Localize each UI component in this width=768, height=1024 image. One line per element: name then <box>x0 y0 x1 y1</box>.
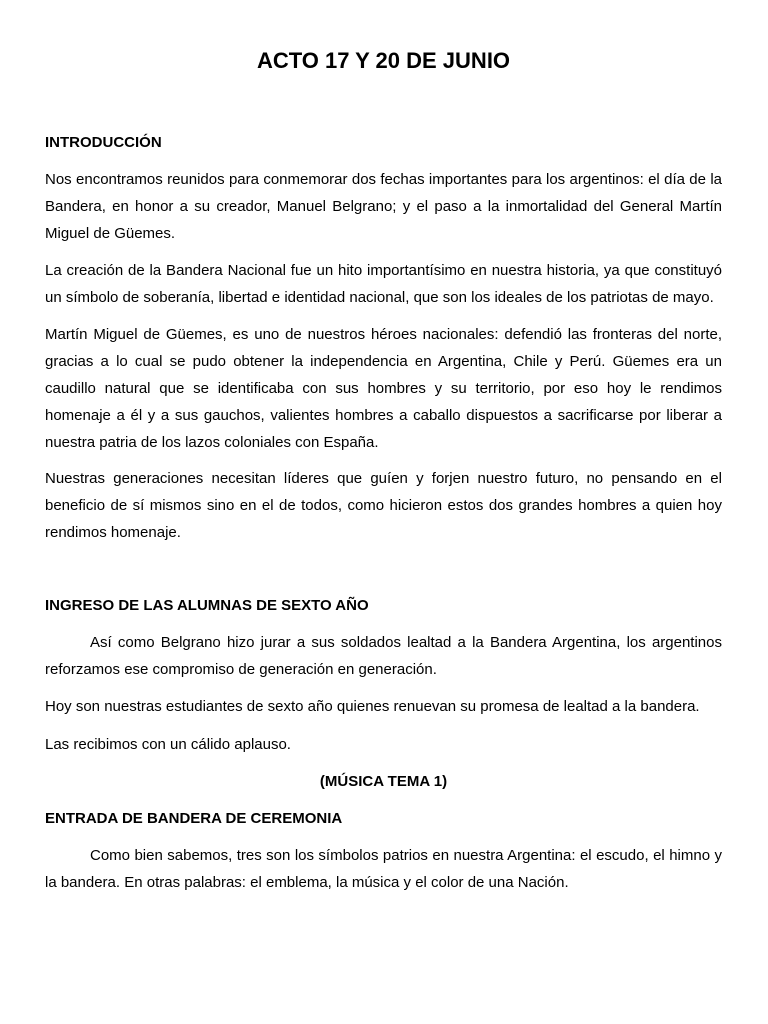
ingreso-paragraph-1: Así como Belgrano hizo jurar a sus soldados lealtad a la Bandera Argentina, los argentinos reforzamos ese compromiso de generación en generación. <box>45 634 722 678</box>
entrada-paragraph-1: Como bien sabemos, tres son los símbolos patrios en nuestra Argentina: el escudo, el himno y la bandera. En otras palabras: el emblema, la música y el color de una Nación. <box>45 847 722 891</box>
section-heading-entrada: ENTRADA DE BANDERA DE CEREMONIA <box>45 810 343 827</box>
intro-paragraph-3: Martín Miguel de Güemes, es uno de nuestros héroes nacionales: defendió las fronteras del norte, gracias a lo cual se pudo obtener la independencia en Argentina, Chile y Perú. Güemes era un caudillo natural que se identificaba con sus hombres y su territorio, por eso hoy le rendimos homenaje a él y a sus gauchos, valientes hombres a caballo dispuestos a sacrificarse por liberar a nuestra patria de los lazos coloniales con España. <box>45 326 722 451</box>
music-cue: (MÚSICA TEMA 1) <box>319 773 448 790</box>
section-heading-ingreso: INGRESO DE LAS ALUMNAS DE SEXTO AÑO <box>45 597 369 614</box>
intro-paragraph-1: Nos encontramos reunidos para conmemorar dos fechas importantes para los argentinos: el día de la Bandera, en honor a su creador, Manuel Belgrano; y el paso a la inmortalidad del General Martín Miguel de Güemes. <box>45 171 722 242</box>
intro-paragraph-2: La creación de la Bandera Nacional fue un hito importantísimo en nuestra historia, ya que constituyó un símbolo de soberanía, libertad e identidad nacional, que son los ideales de los patriotas de mayo. <box>45 262 722 306</box>
ingreso-paragraph-3: Las recibimos con un cálido aplauso. <box>45 736 291 753</box>
document-title: ACTO 17 Y 20 DE JUNIO <box>256 48 511 73</box>
section-heading-introduccion: INTRODUCCIÓN <box>45 134 162 151</box>
ingreso-paragraph-2: Hoy son nuestras estudiantes de sexto año quienes renuevan su promesa de lealtad a la bandera. <box>45 698 700 715</box>
intro-paragraph-4: Nuestras generaciones necesitan líderes que guíen y forjen nuestro futuro, no pensando en el beneficio de sí mismos sino en el de todos, como hicieron estos dos grandes hombres a quien hoy rendimos homenaje. <box>45 470 722 541</box>
